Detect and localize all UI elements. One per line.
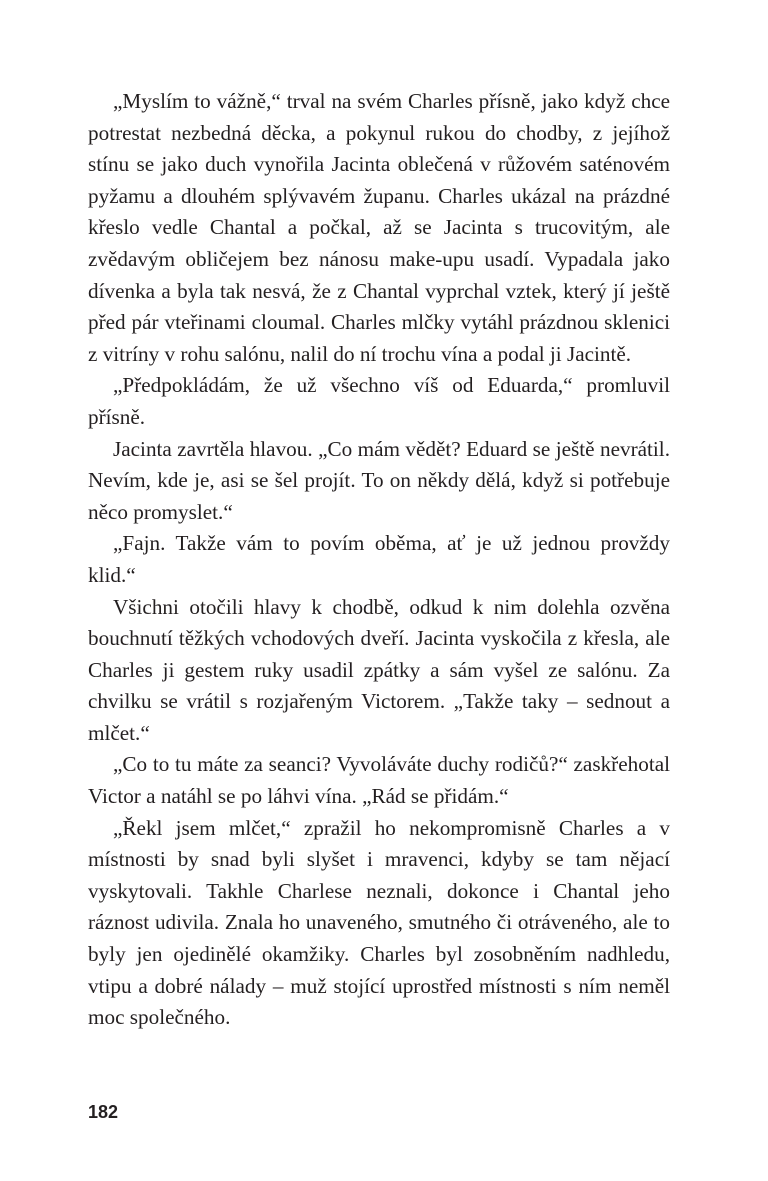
paragraph: „Co to tu máte za seanci? Vyvoláváte duchy rodičů?“ zaskřehotal Victor a natáhl se po láhvi vína. „Rád se přidám.“ [88, 752, 670, 809]
paragraph: Jacinta zavrtěla hlavou. „Co mám vědět? Eduard se ještě nevrátil. Nevím, kde je, asi se šel projít. To on někdy dělá, když si potřebuje něco promyslet.“ [88, 436, 670, 524]
body-text [88, 86, 670, 1034]
paragraph: „Předpokládám, že už všechno víš od Eduarda,“ promluvil přísně. [88, 373, 670, 429]
paragraph: Všichni otočili hlavy k chodbě, odkud k nim dolehla ozvěna bouchnutí těžkých vchodových dveří. Jacinta vyskočila z křesla, ale Charles ji gestem ruky usadil zpátky a sám vyšel ze salónu. Za chvilku se vrátil s rozjařeným Victorem. „Takže taky – sednout a mlčet.“ [88, 594, 670, 745]
paragraph: „Řekl jsem mlčet,“ zpražil ho nekompromisně Charles a v místnosti by snad byli slyšet i mravenci, kdyby se tam nějací vyskytovali. Takhle Charlese neznali, dokonce i Chantal jeho ráznost udivila. Znala ho unaveného, smutného či otráveného, ale to byly jen ojedinělé okamžiky. Charles byl zosobněním nadhledu, vtipu a dobré nálady – muž stojící uprostřed místnosti s ním neměl moc společného. [88, 815, 670, 1030]
paragraph: „Myslím to vážně,“ trval na svém Charles přísně, jako když chce potrestat nezbedná děcka, a pokynul rukou do chodby, z jejíhož stínu se jako duch vynořila Jacinta oblečená v růžovém saténovém pyžamu a dlouhém splývavém županu. Charles ukázal na prázdné křeslo vedle Chantal a počkal, až se Jacinta s trucovitým, ale zvědavým obličejem bez nánosu make-upu usadí. Vypadala jako dívenka a byla tak nesvá, že z Chantal vyprchal vztek, který jí ještě před pár vteřinami cloumal. Charles mlčky vytáhl prázdnou sklenici z vitríny v rohu salónu, nalil do ní trochu vína a podal ji Jacintě. [88, 89, 670, 366]
page-number: 182 [88, 1102, 119, 1122]
paragraph: „Fajn. Takže vám to povím oběma, ať je už jednou provždy klid.“ [88, 531, 670, 587]
